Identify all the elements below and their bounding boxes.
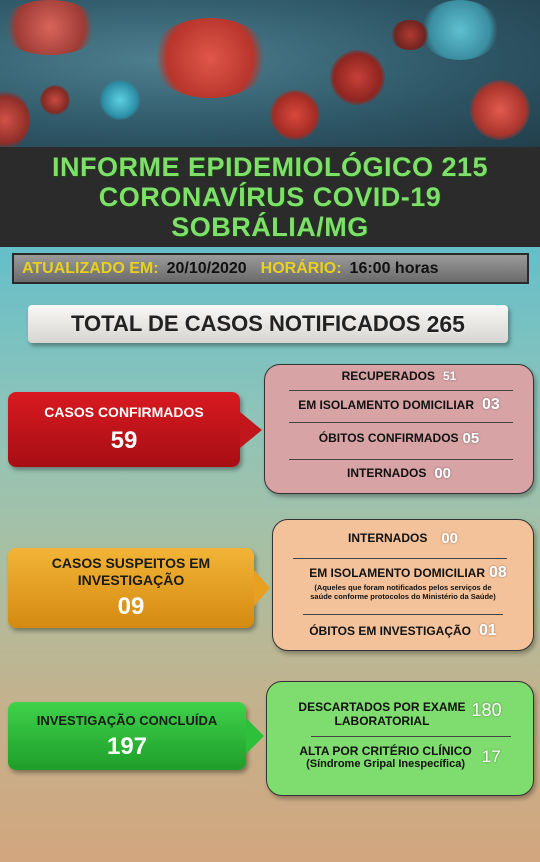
note-line: saúde conforme protocolos do Ministério da Saúde) (310, 592, 496, 601)
recovered-row (265, 365, 533, 387)
confirmed-deaths-label: ÓBITOS CONFIRMADOS (318, 431, 459, 445)
confirmed-arrow-icon (240, 412, 262, 448)
suspected-cases-box (8, 548, 254, 628)
virus-particle-icon (0, 0, 100, 55)
suspected-deaths-row (273, 620, 533, 642)
divider (293, 558, 507, 559)
suspected-hospitalized-row (273, 526, 533, 550)
virus-particle-icon (40, 85, 70, 115)
suspected-deaths-value: 01 (479, 622, 497, 639)
total-notified-label: TOTAL DE CASOS NOTIFICADOS (71, 311, 421, 336)
virus-particle-icon (390, 20, 430, 50)
concluded-investigation-box (8, 702, 246, 770)
total-notified-box (28, 305, 508, 343)
concluded-arrow-icon (246, 718, 264, 754)
virus-particle-icon (0, 90, 30, 150)
concluded-investigation-value: 197 (106, 732, 148, 760)
suspected-isolation-row (273, 562, 533, 584)
report-title-band (0, 147, 540, 247)
note-line: (Aqueles que foram notificados pelos serviços de (314, 583, 492, 592)
virus-particle-icon (470, 80, 530, 140)
suspected-hospitalized-label: INTERNADOS (347, 531, 428, 545)
update-date-label: ATUALIZADO EM: (22, 259, 159, 277)
clinical-discharge-label: ALTA POR CRITÉRIO CLÍNICO (299, 744, 472, 758)
divider (303, 614, 503, 615)
clinical-discharge-row (267, 744, 533, 770)
report-subtitle: CORONAVÍRUS COVID-19 (98, 182, 442, 212)
recovered-label: RECUPERADOS (341, 369, 435, 383)
report-location: SOBRÁLIA/MG (171, 212, 369, 242)
virus-particle-icon (270, 90, 320, 140)
discarded-label: DESCARTADOS POR EXAME (298, 700, 466, 714)
hospitalized-label: INTERNADOS (346, 466, 427, 480)
clinical-discharge-label-line2: (Síndrome Gripal Inespecífica) (306, 758, 465, 770)
virus-particle-icon (420, 0, 500, 60)
concluded-details-box (266, 681, 534, 796)
home-isolation-label: EM ISOLAMENTO DOMICILIAR (298, 398, 474, 412)
virus-particle-icon (150, 18, 270, 98)
confirmed-cases-value: 59 (110, 427, 138, 454)
update-date-value: 20/10/2020 (166, 259, 247, 277)
suspected-isolation-note (273, 583, 533, 601)
discarded-row (267, 700, 533, 728)
clinical-discharge-value: 17 (481, 747, 501, 766)
confirmed-details-box (264, 364, 534, 494)
suspected-arrow-icon (254, 570, 270, 606)
recovered-value: 51 (443, 369, 457, 383)
update-info-bar (12, 253, 529, 284)
confirmed-cases-label: CASOS CONFIRMADOS (44, 404, 204, 420)
divider (311, 736, 511, 737)
suspected-cases-value: 09 (117, 593, 145, 620)
total-notified-value: 265 (426, 310, 465, 337)
suspected-isolation-label: EM ISOLAMENTO DOMICILIAR (309, 566, 485, 580)
suspected-isolation-value: 08 (488, 564, 507, 581)
report-title: INFORME EPIDEMIOLÓGICO 215 (51, 152, 489, 182)
suspected-deaths-label: ÓBITOS EM INVESTIGAÇÃO (309, 624, 471, 638)
discarded-value: 180 (471, 700, 502, 720)
hospitalized-row (265, 461, 533, 485)
virus-particle-icon (100, 80, 140, 120)
suspected-cases-label-line2: INVESTIGAÇÃO (77, 572, 185, 588)
divider (289, 422, 513, 423)
virus-particle-icon (330, 50, 385, 105)
divider (289, 390, 513, 391)
suspected-hospitalized-value: 00 (441, 529, 459, 547)
discarded-label-line2: LABORATORIAL (334, 714, 430, 728)
divider (289, 459, 513, 460)
coronavirus-hero-image (0, 0, 540, 150)
confirmed-cases-box (8, 392, 240, 467)
hospitalized-value: 00 (434, 464, 452, 482)
suspected-cases-label: CASOS SUSPEITOS EM (51, 555, 211, 571)
confirmed-deaths-value: 05 (462, 429, 480, 447)
concluded-investigation-label: INVESTIGAÇÃO CONCLUÍDA (36, 712, 218, 728)
update-time-value: 16:00 horas (349, 259, 439, 277)
home-isolation-value: 03 (481, 396, 500, 413)
home-isolation-row (265, 393, 533, 417)
update-time-label: HORÁRIO: (260, 259, 342, 277)
suspected-details-box (272, 519, 534, 651)
confirmed-deaths-row (265, 426, 533, 450)
